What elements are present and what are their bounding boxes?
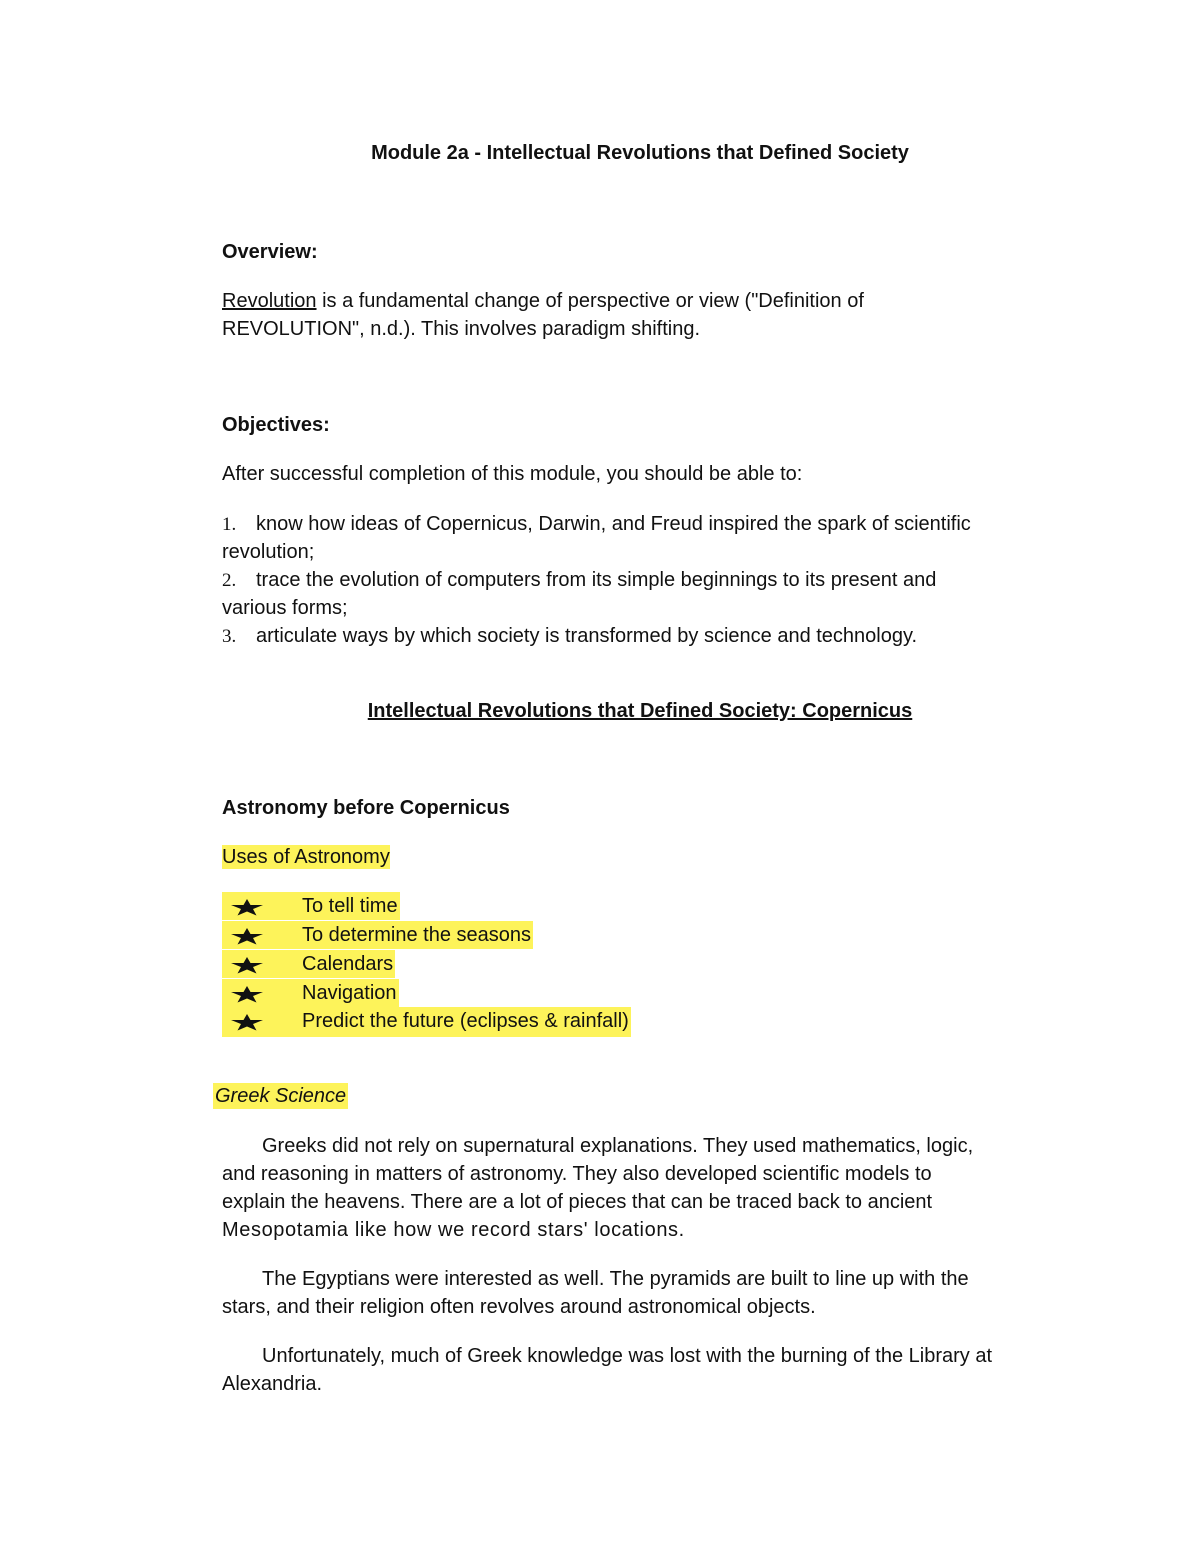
objective-item: [222, 622, 917, 651]
star-icon: [230, 898, 264, 916]
greek-heading-text: Greek Science: [215, 1085, 347, 1107]
greek-paragraph-3-line: Alexandria.: [222, 1373, 323, 1395]
star-bullet: [222, 979, 300, 1007]
section-title: Intellectual Revolutions that Defined Society: Copernicus: [367, 700, 913, 722]
greek-paragraph-1-line: Greeks did not rely on supernatural explanations. They used mathematics, logic,: [262, 1135, 974, 1157]
objective-text: articulate ways by which society is transformed by science and technology.: [256, 625, 918, 647]
star-bullet: [222, 921, 300, 949]
star-icon: [230, 985, 264, 1003]
greek-paragraph-1-line: and reasoning in matters of astronomy. They also developed scientific models to: [222, 1163, 932, 1185]
star-icon: [230, 1013, 264, 1031]
objective-item: [222, 510, 971, 539]
objective-text-cont: revolution;: [222, 541, 315, 563]
use-item-text: Calendars: [300, 950, 395, 978]
page-title: Module 2a - Intellectual Revolutions that Defined Society: [371, 142, 909, 164]
star-bullet: [222, 950, 300, 978]
use-item-text: Navigation: [300, 979, 399, 1007]
use-item-text: To tell time: [300, 892, 400, 920]
greek-paragraph-1-line: Mesopotamia like how we record stars' locations.: [222, 1219, 685, 1241]
greek-paragraph-2-line: stars, and their religion often revolves around astronomical objects.: [222, 1296, 816, 1318]
overview-heading: Overview:: [222, 241, 318, 263]
objective-number: 2.: [222, 570, 237, 591]
objective-text: know how ideas of Copernicus, Darwin, and Freud inspired the spark of scientific: [256, 513, 971, 535]
star-bullet: [222, 892, 300, 920]
use-item-text: To determine the seasons: [300, 921, 533, 949]
star-bullet: [222, 1007, 300, 1037]
objective-number: 3.: [222, 626, 237, 647]
uses-heading-text: Uses of Astronomy: [222, 846, 390, 868]
greek-paragraph-1-line: explain the heavens. There are a lot of pieces that can be traced back to ancient: [222, 1191, 933, 1213]
greek-heading: [213, 1084, 348, 1108]
greek-paragraph-3-line: Unfortunately, much of Greek knowledge was lost with the burning of the Library at: [262, 1345, 993, 1367]
star-icon: [230, 956, 264, 974]
revolution-term: Revolution: [222, 290, 317, 312]
greek-paragraph-2-line: The Egyptians were interested as well. The pyramids are built to line up with the: [262, 1268, 969, 1290]
star-icon: [230, 927, 264, 945]
objective-text-cont: various forms;: [222, 597, 348, 619]
overview-line-1-rest: is a fundamental change of perspective or view ("Definition of: [316, 290, 864, 312]
objectives-heading: Objectives:: [222, 414, 330, 436]
use-item-text: Predict the future (eclipses & rainfall): [300, 1007, 631, 1037]
objectives-intro: After successful completion of this module, you should be able to:: [222, 463, 803, 485]
objective-number: 1.: [222, 514, 237, 535]
astronomy-heading: Astronomy before Copernicus: [222, 797, 510, 819]
overview-line-1: [222, 287, 864, 315]
objective-text: trace the evolution of computers from its simple beginnings to its present and: [256, 569, 937, 591]
objective-item: [222, 566, 936, 595]
overview-line-2: REVOLUTION", n.d.). This involves paradigm shifting.: [222, 318, 701, 340]
uses-heading: [222, 845, 390, 869]
